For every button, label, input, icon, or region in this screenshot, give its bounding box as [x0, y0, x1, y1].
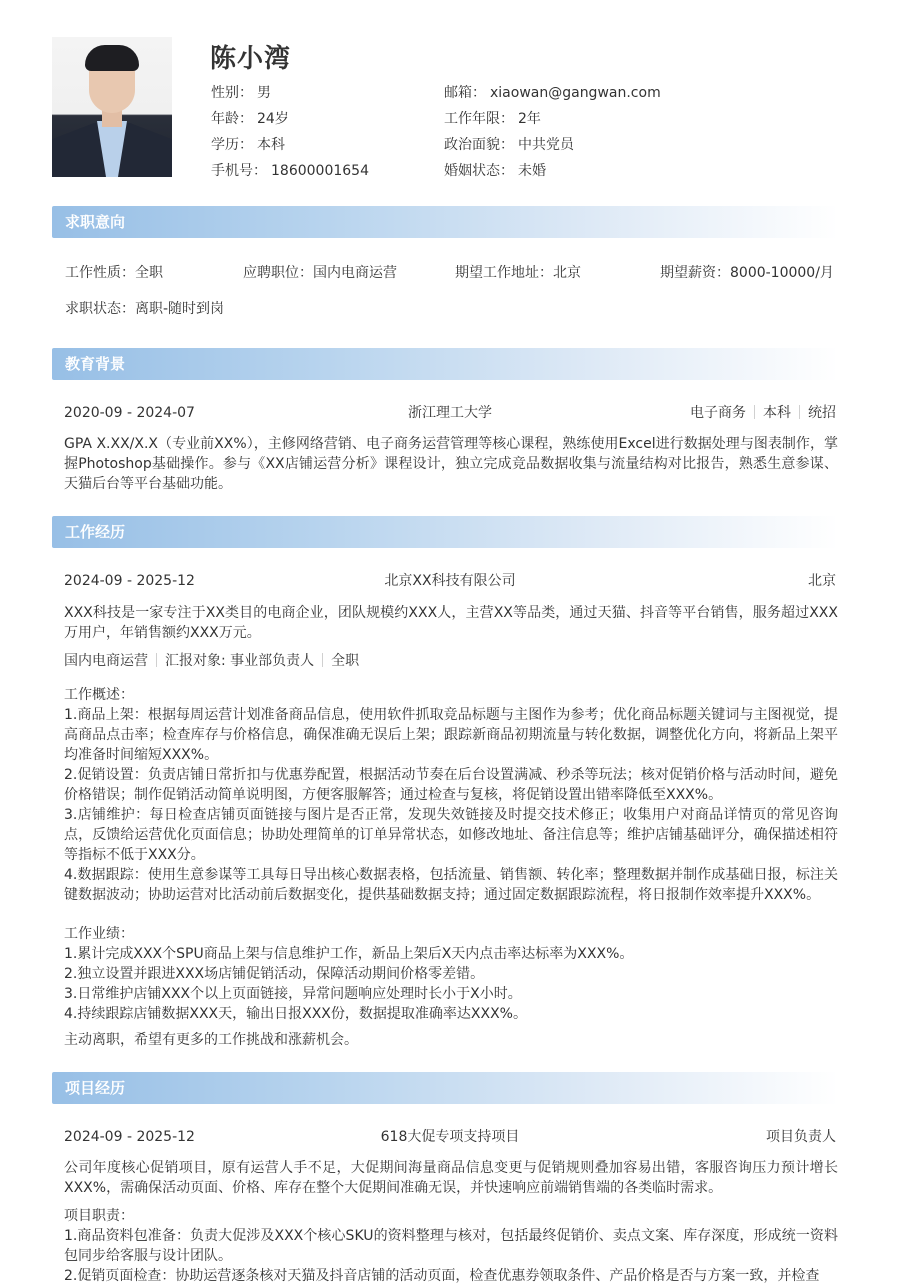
section-header-work [52, 516, 838, 548]
work-period: 2024-09 - 2025-12 [64, 573, 195, 589]
duties-title: 项目职责： [64, 1208, 134, 1224]
divider [754, 405, 755, 419]
info-political-status [444, 134, 661, 160]
info-label: 政治面貌： [444, 137, 514, 153]
section-header-intent [52, 206, 838, 238]
info-value: 中共党员 [518, 137, 574, 153]
info-label: 学历： [211, 137, 253, 153]
photo-hair [85, 45, 139, 71]
work-leave-reason: 主动离职，希望有更多的工作挑战和涨薪机会。 [64, 1032, 358, 1048]
achievements-title: 工作业绩： [64, 926, 134, 942]
section-header-education [52, 348, 838, 380]
info-label: 性别： [211, 85, 253, 101]
info-degree [211, 134, 369, 160]
tag-major: 电子商务 [690, 405, 746, 421]
overview-item: 4.数据跟踪：使用生意参谋等工具每日导出核心数据表格，包括流量、销售额、转化率；整理数据并制作成基础日报，标注关键数据波动；协助运营对比活动前后数据变化，提供基础数据支持；通过固定数据跟踪流程，将日报制作效率提升XXX%。 [64, 867, 838, 903]
work-overview [64, 685, 838, 905]
tag-degree: 本科 [763, 405, 791, 421]
intent-value: 全职 [135, 265, 163, 281]
project-period: 2024-09 - 2025-12 [64, 1129, 195, 1145]
education-row [64, 403, 836, 423]
divider [799, 405, 800, 419]
overview-item: 2.促销设置：负责店铺日常折扣与优惠券配置，根据活动节奏在后台设置满减、秒杀等玩法；核对促销价格与活动时间，避免价格错误；制作促销活动简单说明图，方便客服解答；通过检查与复核，将促销设置出错率降低至XXX%。 [64, 767, 838, 803]
info-label: 年龄： [211, 111, 253, 127]
tag-report-to: 汇报对象: 事业部负责人 [165, 653, 315, 669]
divider [156, 653, 157, 667]
intent-label: 期望薪资： [660, 265, 730, 281]
info-age [211, 108, 369, 134]
intent-label: 求职状态： [65, 301, 135, 317]
tag-enrollment: 统招 [808, 405, 836, 421]
info-label: 婚姻状态： [444, 163, 514, 179]
info-value: xiaowan@gangwan.com [490, 85, 661, 101]
section-title: 教育背景 [65, 355, 126, 373]
info-gender [211, 82, 369, 108]
info-value: 18600001654 [271, 163, 369, 179]
project-duties [64, 1206, 838, 1286]
overview-title: 工作概述： [64, 687, 134, 703]
info-marital-status [444, 160, 661, 186]
info-value: 2年 [518, 111, 541, 127]
achievement-item: 4.持续跟踪店铺数据XXX天，输出日报XXX份，数据提取准确率达XXX%。 [64, 1006, 527, 1022]
education-period: 2020-09 - 2024-07 [64, 405, 195, 421]
duty-item: 2.促销页面检查：协助运营逐条核对天猫及抖音店铺的活动页面，检查优惠券领取条件、产品价格是否与方案一致，并检查 [64, 1268, 820, 1284]
education-tags [690, 403, 836, 423]
profile-photo [52, 37, 172, 177]
achievement-item: 1.累计完成XXX个SPU商品上架与信息维护工作，新品上架后X天内点击率达标率为XXX%。 [64, 946, 634, 962]
tag-job-type: 全职 [331, 653, 360, 669]
info-label: 工作年限： [444, 111, 514, 127]
section-title: 工作经历 [65, 523, 126, 541]
project-name: 618大促专项支持项目 [380, 1129, 520, 1145]
divider [322, 653, 323, 667]
info-phone [211, 160, 369, 186]
candidate-name: 陈小湾 [210, 44, 292, 74]
intent-value: 离职-随时到岗 [135, 301, 225, 317]
work-tags [64, 650, 359, 670]
work-company-description: XXX科技是一家专注于XX类目的电商企业，团队规模约XXX人，主营XX等品类，通过天猫、抖音等平台销售，服务超过XXX万用户，年销售额约XXX万元。 [64, 605, 838, 641]
overview-item: 3.店铺维护：每日检查店铺页面链接与图片是否正常，发现失效链接及时提交技术修正；收集用户对商品详情页的常见咨询点，反馈给运营优化页面信息；协助处理简单的订单异常状态，如修改地址、备注信息等；维护店铺基础评分，确保描述相符等指标不低于XXX分。 [64, 807, 838, 863]
intent-salary [660, 262, 834, 282]
info-value: 24岁 [257, 111, 289, 127]
section-title: 求职意向 [65, 213, 126, 231]
intent-label: 工作性质： [65, 265, 135, 281]
info-experience-years [444, 108, 661, 134]
intent-value: 8000-10000/月 [730, 265, 834, 281]
overview-item: 1.商品上架：根据每周运营计划准备商品信息，使用软件抓取竞品标题与主图作为参考；优化商品标题关键词与主图视觉，提高商品点击率；检查库存与价格信息，确保准确无误后上架；跟踪新商品初期流量与转化数据，调整优化方向，将新品上架平均准备时间缩短XXX%。 [64, 707, 838, 763]
intent-position [243, 262, 397, 282]
section-title: 项目经历 [65, 1079, 126, 1097]
work-company: 北京XX科技有限公司 [384, 573, 516, 589]
basic-info-left [211, 82, 369, 186]
intent-value: 北京 [553, 265, 581, 281]
work-location: 北京 [808, 573, 836, 589]
project-role: 项目负责人 [766, 1129, 836, 1145]
info-value: 未婚 [518, 163, 546, 179]
tag-role: 国内电商运营 [64, 653, 148, 669]
basic-info-right [444, 82, 661, 186]
work-achievements [64, 924, 838, 1024]
work-row [64, 571, 836, 591]
project-description: 公司年度核心促销项目，原有运营人手不足，大促期间海量商品信息变更与促销规则叠加容易出错，客服咨询压力预计增长XXX%，需确保活动页面、价格、库存在整个大促期间准确无误，并快速响应前端销售端的各类临时需求。 [64, 1160, 838, 1196]
intent-value: 国内电商运营 [313, 265, 397, 281]
intent-label: 期望工作地址： [455, 265, 553, 281]
info-email [444, 82, 661, 108]
section-header-project [52, 1072, 838, 1104]
intent-location [455, 262, 581, 282]
education-school: 浙江理工大学 [408, 405, 492, 421]
duty-item: 1.商品资料包准备：负责大促涉及XXX个核心SKU的资料整理与核对，包括最终促销价、卖点文案、库存深度，形成统一资料包同步给客服与设计团队。 [64, 1228, 838, 1264]
education-description: GPA X.XX/X.X（专业前XX%），主修网络营销、电子商务运营管理等核心课程，熟练使用Excel进行数据处理与图表制作，掌握Photoshop基础操作。参与《XX店铺运营分析》课程设计，独立完成竞品数据收集与流量结构对比报告，熟悉生意参谋、天猫后台等平台基础功能。 [64, 436, 838, 492]
intent-label: 应聘职位： [243, 265, 313, 281]
info-label: 手机号： [211, 163, 267, 179]
achievement-item: 2.独立设置并跟进XXX场店铺促销活动，保障活动期间价格零差错。 [64, 966, 485, 982]
intent-status [65, 298, 224, 318]
info-value: 男 [257, 85, 271, 101]
achievement-item: 3.日常维护店铺XXX个以上页面链接，异常问题响应处理时长小于X小时。 [64, 986, 522, 1002]
info-label: 邮箱： [444, 85, 486, 101]
intent-job-type [65, 262, 163, 282]
info-value: 本科 [257, 137, 285, 153]
project-row [64, 1127, 836, 1147]
